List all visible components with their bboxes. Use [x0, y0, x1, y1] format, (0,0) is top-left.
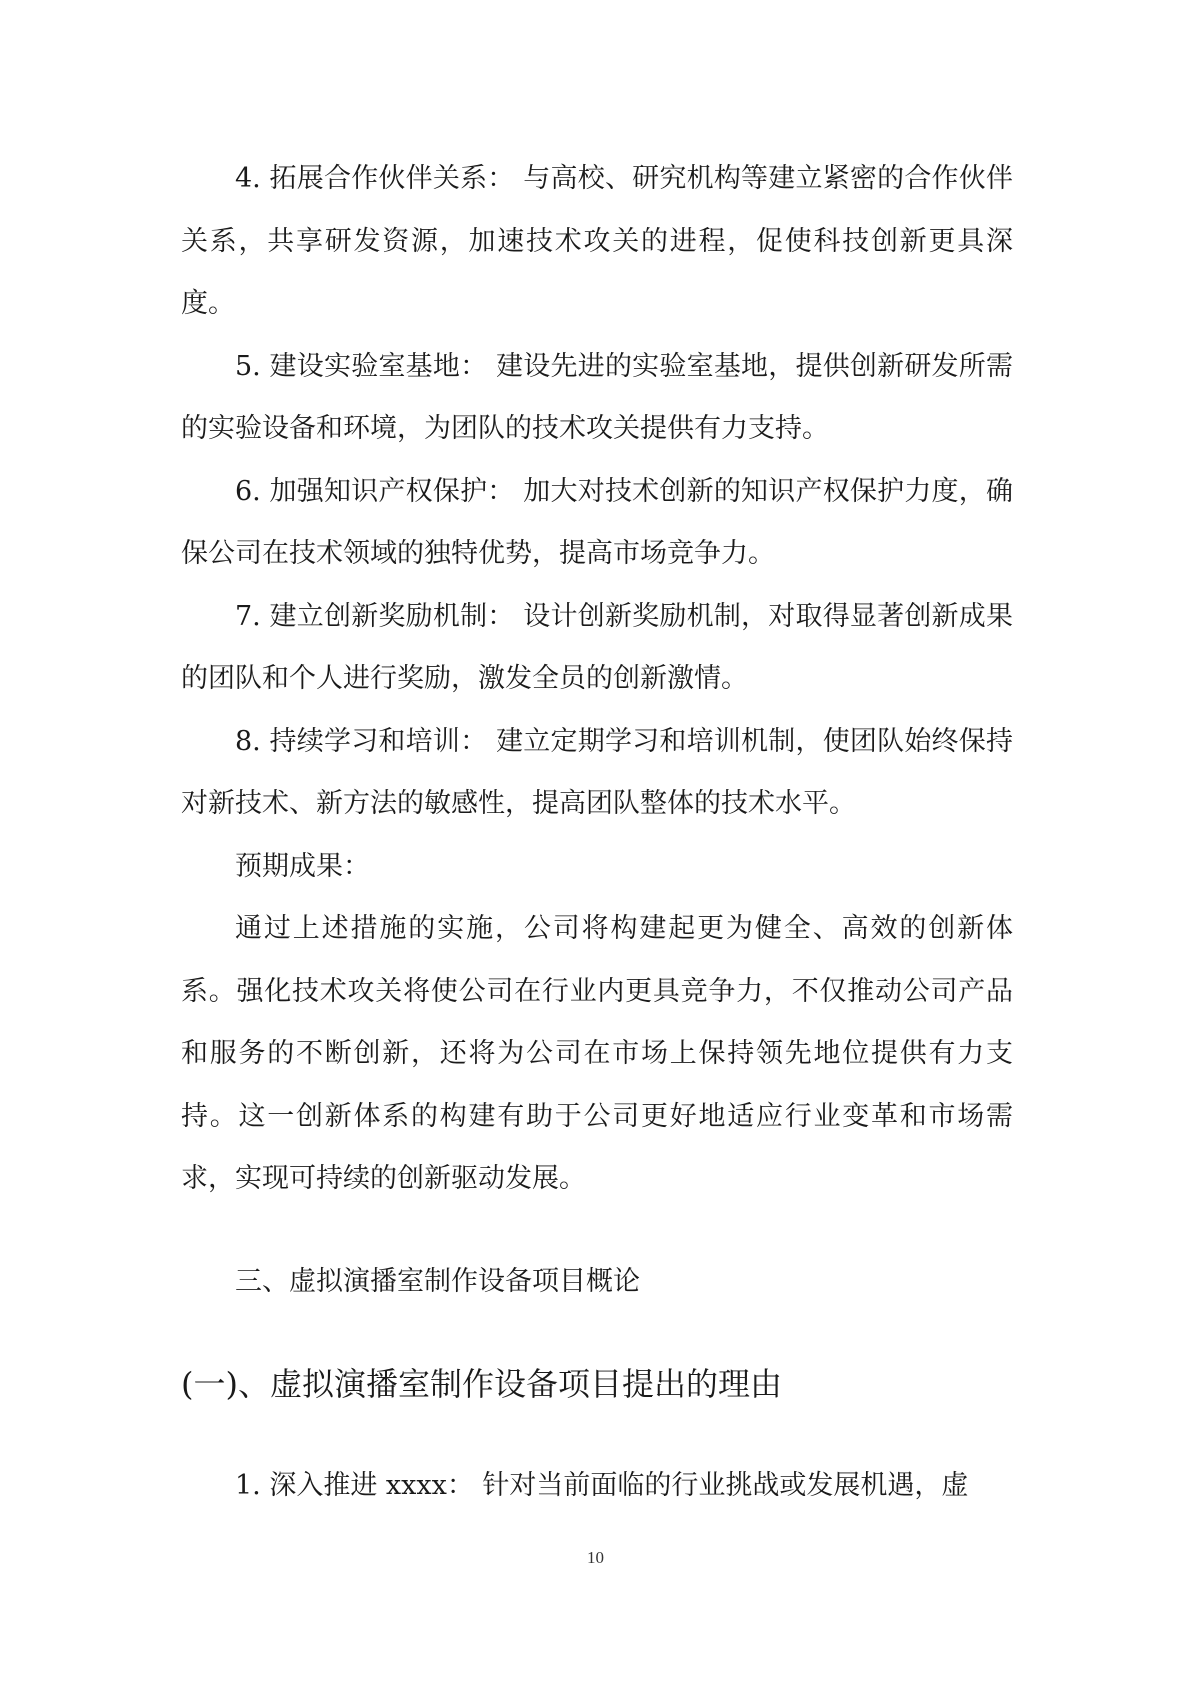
section-heading: 三、虚拟演播室制作设备项目概论: [235, 1265, 640, 1297]
paragraph-training: 8. 持续学习和培训： 建立定期学习和培训机制，使团队始终保持对新技术、新方法的敏感性，提高团队整体的技术水平。: [181, 725, 1013, 819]
paragraph-expected-results: 通过上述措施的实施，公司将构建起更为健全、高效的创新体系。强化技术攻关将使公司在行业内更具竞争力，不仅推动公司产品和服务的不断创新，还将为公司在市场上保持领先地位提供有力支持。这一创新体系的构建有助于公司更好地适应行业变革和市场需求，实现可持续的创新驱动发展。: [181, 913, 1013, 1194]
page-number: 10: [587, 1548, 604, 1567]
body-text: [181, 148, 1013, 1518]
paragraph-reward-mechanism: 7. 建立创新奖励机制： 设计创新奖励机制，对取得显著创新成果的团队和个人进行奖励，激发全员的创新激情。: [181, 600, 1013, 694]
section-spacer: [181, 1211, 1013, 1251]
subsection-heading: (一)、虚拟演播室制作设备项目提出的理由: [181, 1365, 782, 1403]
paragraph-partnership: 4. 拓展合作伙伴关系： 与高校、研究机构等建立紧密的合作伙伴关系，共享研发资源，加速技术攻关的进程，促使科技创新更具深度。: [181, 163, 1013, 319]
paragraph-expected-results-label: 预期成果：: [235, 850, 370, 882]
paragraph-reason-1: 1. 深入推进 xxxx： 针对当前面临的行业挑战或发展机遇，虚: [235, 1470, 969, 1501]
paragraph-lab-base: 5. 建设实验室基地： 建设先进的实验室基地，提供创新研发所需的实验设备和环境，为团队的技术攻关提供有力支持。: [181, 350, 1013, 444]
paragraph-ip-protection: 6. 加强知识产权保护： 加大对技术创新的知识产权保护力度，确保公司在技术领域的独特优势，提高市场竞争力。: [181, 475, 1013, 569]
